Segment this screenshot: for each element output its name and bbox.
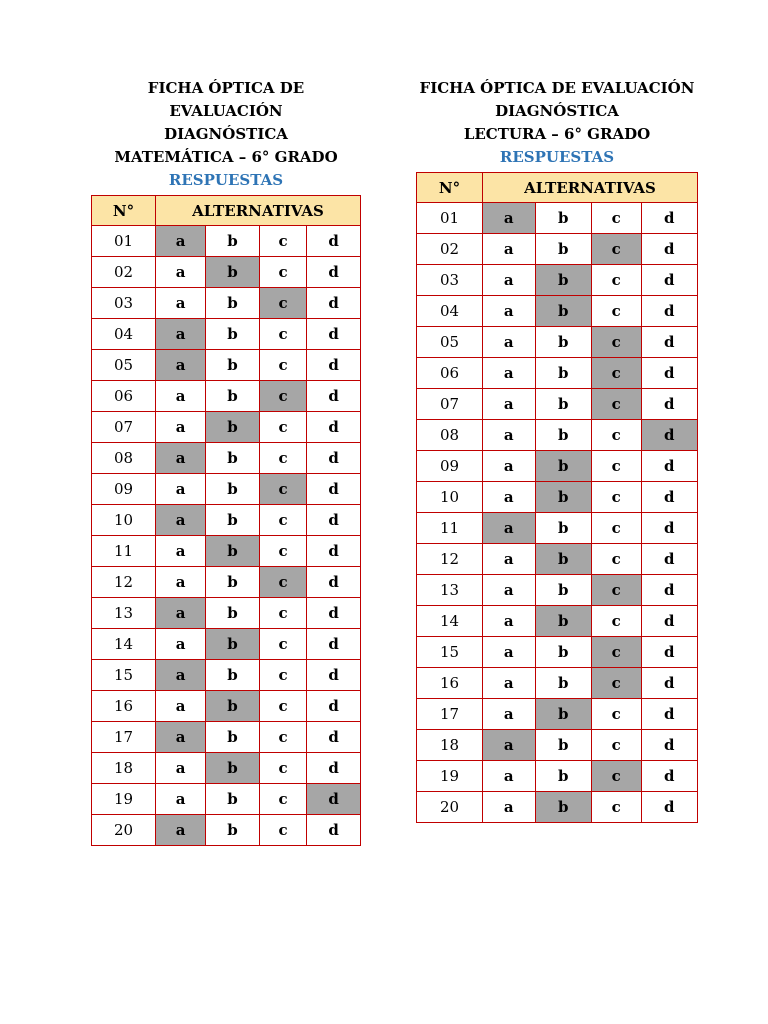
- option-cell: a: [483, 451, 536, 482]
- question-number: 03: [417, 265, 483, 296]
- option-cell: a: [483, 699, 536, 730]
- answer-table: [416, 172, 698, 823]
- table-row: [92, 381, 361, 412]
- table-row: [92, 691, 361, 722]
- correct-option-cell: c: [591, 761, 641, 792]
- option-cell: d: [307, 753, 361, 784]
- option-cell: c: [259, 660, 306, 691]
- option-cell: a: [483, 358, 536, 389]
- question-number: 05: [417, 327, 483, 358]
- table-row: [92, 598, 361, 629]
- option-cell: d: [641, 668, 697, 699]
- correct-option-cell: c: [591, 575, 641, 606]
- table-row: [92, 536, 361, 567]
- option-cell: b: [206, 226, 260, 257]
- option-cell: b: [535, 420, 591, 451]
- option-cell: c: [259, 815, 306, 846]
- correct-option-cell: a: [156, 660, 206, 691]
- question-number: 15: [92, 660, 156, 691]
- sheet-title-line2: DIAGNÓSTICA: [164, 125, 288, 143]
- option-cell: c: [259, 443, 306, 474]
- option-cell: b: [206, 474, 260, 505]
- table-row: [92, 505, 361, 536]
- table-row: [417, 451, 698, 482]
- table-row: [417, 544, 698, 575]
- question-number: 09: [417, 451, 483, 482]
- option-cell: c: [259, 691, 306, 722]
- option-cell: c: [259, 629, 306, 660]
- correct-option-cell: b: [535, 482, 591, 513]
- option-cell: b: [206, 350, 260, 381]
- option-cell: a: [156, 412, 206, 443]
- option-cell: c: [591, 730, 641, 761]
- option-cell: b: [535, 389, 591, 420]
- option-cell: b: [206, 784, 260, 815]
- option-cell: a: [483, 327, 536, 358]
- option-cell: a: [156, 567, 206, 598]
- table-row: [92, 288, 361, 319]
- table-row: [417, 420, 698, 451]
- option-cell: d: [641, 513, 697, 544]
- question-number: 04: [417, 296, 483, 327]
- correct-option-cell: b: [535, 451, 591, 482]
- option-cell: a: [483, 575, 536, 606]
- option-cell: c: [259, 536, 306, 567]
- table-row: [417, 575, 698, 606]
- option-cell: d: [307, 381, 361, 412]
- option-cell: c: [259, 784, 306, 815]
- table-row: [92, 257, 361, 288]
- question-number: 14: [417, 606, 483, 637]
- question-number: 06: [92, 381, 156, 412]
- table-row: [92, 567, 361, 598]
- sheet-header: [91, 77, 361, 192]
- option-cell: c: [591, 606, 641, 637]
- question-number: 02: [417, 234, 483, 265]
- option-cell: a: [483, 389, 536, 420]
- answer-sheet-lectura: [416, 77, 698, 823]
- correct-option-cell: a: [156, 815, 206, 846]
- option-cell: d: [307, 443, 361, 474]
- correct-option-cell: c: [259, 381, 306, 412]
- option-cell: d: [641, 265, 697, 296]
- option-cell: d: [307, 226, 361, 257]
- option-cell: a: [156, 536, 206, 567]
- table-row: [417, 265, 698, 296]
- question-number: 06: [417, 358, 483, 389]
- question-number: 09: [92, 474, 156, 505]
- option-cell: a: [156, 784, 206, 815]
- option-cell: b: [206, 443, 260, 474]
- correct-option-cell: a: [156, 226, 206, 257]
- option-cell: d: [641, 730, 697, 761]
- sheet-respuestas-label: RESPUESTAS: [499, 148, 615, 166]
- option-cell: b: [535, 668, 591, 699]
- correct-option-cell: b: [535, 544, 591, 575]
- column-header-number: N°: [417, 173, 483, 203]
- option-cell: d: [641, 327, 697, 358]
- correct-option-cell: b: [535, 296, 591, 327]
- option-cell: d: [641, 699, 697, 730]
- question-number: 16: [417, 668, 483, 699]
- correct-option-cell: b: [206, 691, 260, 722]
- option-cell: c: [591, 699, 641, 730]
- option-cell: d: [641, 358, 697, 389]
- option-cell: b: [206, 598, 260, 629]
- option-cell: a: [156, 629, 206, 660]
- option-cell: b: [206, 505, 260, 536]
- table-row: [92, 815, 361, 846]
- table-row: [92, 629, 361, 660]
- option-cell: d: [307, 257, 361, 288]
- answer-rows: [92, 226, 361, 846]
- option-cell: c: [259, 753, 306, 784]
- table-row: [417, 606, 698, 637]
- correct-option-cell: b: [535, 792, 591, 823]
- correct-option-cell: a: [156, 598, 206, 629]
- question-number: 02: [92, 257, 156, 288]
- question-number: 01: [417, 203, 483, 234]
- table-row: [92, 350, 361, 381]
- table-row: [417, 699, 698, 730]
- correct-option-cell: b: [535, 606, 591, 637]
- sheet-title-line2: DIAGNÓSTICA: [495, 102, 619, 120]
- option-cell: d: [641, 761, 697, 792]
- correct-option-cell: c: [259, 567, 306, 598]
- option-cell: d: [307, 722, 361, 753]
- correct-option-cell: a: [156, 350, 206, 381]
- table-row: [92, 474, 361, 505]
- table-row: [417, 203, 698, 234]
- correct-option-cell: b: [206, 753, 260, 784]
- option-cell: a: [483, 482, 536, 513]
- option-cell: d: [307, 505, 361, 536]
- answer-table: [91, 195, 361, 846]
- question-number: 12: [92, 567, 156, 598]
- correct-option-cell: a: [483, 513, 536, 544]
- question-number: 14: [92, 629, 156, 660]
- option-cell: d: [307, 567, 361, 598]
- option-cell: a: [156, 753, 206, 784]
- correct-option-cell: c: [591, 389, 641, 420]
- question-number: 19: [417, 761, 483, 792]
- correct-option-cell: c: [591, 234, 641, 265]
- option-cell: b: [535, 575, 591, 606]
- question-number: 05: [92, 350, 156, 381]
- table-row: [92, 784, 361, 815]
- option-cell: d: [307, 288, 361, 319]
- sheet-subject: MATEMÁTICA – 6° GRADO: [114, 148, 338, 166]
- correct-option-cell: a: [156, 319, 206, 350]
- correct-option-cell: a: [156, 722, 206, 753]
- option-cell: b: [206, 381, 260, 412]
- option-cell: b: [535, 234, 591, 265]
- option-cell: d: [307, 660, 361, 691]
- option-cell: c: [259, 226, 306, 257]
- option-cell: d: [307, 412, 361, 443]
- question-number: 11: [417, 513, 483, 544]
- table-row: [417, 234, 698, 265]
- table-row: [417, 296, 698, 327]
- option-cell: d: [641, 482, 697, 513]
- option-cell: d: [641, 606, 697, 637]
- option-cell: b: [206, 815, 260, 846]
- question-number: 13: [92, 598, 156, 629]
- option-cell: a: [483, 606, 536, 637]
- question-number: 08: [417, 420, 483, 451]
- option-cell: d: [307, 474, 361, 505]
- option-cell: c: [591, 265, 641, 296]
- option-cell: c: [591, 544, 641, 575]
- option-cell: a: [483, 265, 536, 296]
- answer-sheet-matematica: [91, 77, 361, 846]
- option-cell: b: [206, 567, 260, 598]
- correct-option-cell: c: [259, 474, 306, 505]
- question-number: 12: [417, 544, 483, 575]
- question-number: 19: [92, 784, 156, 815]
- correct-option-cell: b: [206, 257, 260, 288]
- question-number: 20: [92, 815, 156, 846]
- option-cell: b: [535, 203, 591, 234]
- correct-option-cell: a: [483, 203, 536, 234]
- table-row: [417, 730, 698, 761]
- question-number: 18: [417, 730, 483, 761]
- option-cell: a: [156, 691, 206, 722]
- option-cell: d: [641, 451, 697, 482]
- column-header-alternativas: ALTERNATIVAS: [156, 196, 361, 226]
- correct-option-cell: b: [535, 265, 591, 296]
- option-cell: d: [641, 389, 697, 420]
- option-cell: a: [156, 288, 206, 319]
- question-number: 01: [92, 226, 156, 257]
- question-number: 10: [92, 505, 156, 536]
- option-cell: b: [206, 288, 260, 319]
- column-header-alternativas: ALTERNATIVAS: [483, 173, 698, 203]
- table-row: [417, 389, 698, 420]
- option-cell: c: [259, 722, 306, 753]
- option-cell: a: [483, 544, 536, 575]
- option-cell: a: [483, 234, 536, 265]
- sheet-header: [416, 77, 698, 169]
- question-number: 03: [92, 288, 156, 319]
- correct-option-cell: b: [206, 629, 260, 660]
- option-cell: c: [591, 482, 641, 513]
- option-cell: d: [641, 792, 697, 823]
- option-cell: a: [156, 257, 206, 288]
- option-cell: b: [206, 319, 260, 350]
- table-row: [417, 761, 698, 792]
- correct-option-cell: d: [641, 420, 697, 451]
- option-cell: d: [307, 598, 361, 629]
- question-number: 13: [417, 575, 483, 606]
- option-cell: d: [307, 350, 361, 381]
- option-cell: a: [483, 420, 536, 451]
- option-cell: c: [259, 505, 306, 536]
- question-number: 10: [417, 482, 483, 513]
- table-row: [417, 358, 698, 389]
- option-cell: a: [483, 637, 536, 668]
- table-row: [417, 513, 698, 544]
- answer-rows: [417, 203, 698, 823]
- correct-option-cell: b: [535, 699, 591, 730]
- option-cell: b: [535, 637, 591, 668]
- question-number: 16: [92, 691, 156, 722]
- sheet-title-line1: FICHA ÓPTICA DE EVALUACIÓN: [147, 79, 305, 120]
- option-cell: d: [307, 536, 361, 567]
- option-cell: d: [641, 203, 697, 234]
- question-number: 08: [92, 443, 156, 474]
- table-row: [417, 482, 698, 513]
- option-cell: c: [259, 412, 306, 443]
- table-row: [417, 792, 698, 823]
- option-cell: d: [641, 544, 697, 575]
- option-cell: c: [591, 296, 641, 327]
- correct-option-cell: d: [307, 784, 361, 815]
- option-cell: b: [535, 761, 591, 792]
- correct-option-cell: a: [483, 730, 536, 761]
- correct-option-cell: c: [591, 358, 641, 389]
- option-cell: a: [483, 296, 536, 327]
- option-cell: c: [259, 350, 306, 381]
- option-cell: b: [535, 327, 591, 358]
- option-cell: a: [156, 474, 206, 505]
- option-cell: c: [591, 792, 641, 823]
- option-cell: b: [206, 660, 260, 691]
- table-row: [92, 753, 361, 784]
- option-cell: d: [307, 691, 361, 722]
- option-cell: d: [641, 575, 697, 606]
- question-number: 17: [92, 722, 156, 753]
- option-cell: a: [483, 792, 536, 823]
- option-cell: b: [535, 513, 591, 544]
- option-cell: a: [156, 381, 206, 412]
- table-row: [417, 637, 698, 668]
- sheet-title-line1: FICHA ÓPTICA DE EVALUACIÓN: [419, 79, 695, 97]
- correct-option-cell: c: [591, 668, 641, 699]
- option-cell: b: [206, 722, 260, 753]
- correct-option-cell: c: [591, 637, 641, 668]
- correct-option-cell: b: [206, 412, 260, 443]
- correct-option-cell: c: [591, 327, 641, 358]
- option-cell: d: [307, 629, 361, 660]
- table-row: [92, 660, 361, 691]
- option-cell: d: [641, 296, 697, 327]
- question-number: 15: [417, 637, 483, 668]
- table-row: [417, 327, 698, 358]
- option-cell: c: [259, 257, 306, 288]
- option-cell: c: [259, 319, 306, 350]
- sheet-respuestas-label: RESPUESTAS: [168, 171, 284, 189]
- option-cell: c: [259, 598, 306, 629]
- correct-option-cell: c: [259, 288, 306, 319]
- option-cell: b: [535, 730, 591, 761]
- table-row: [92, 412, 361, 443]
- question-number: 07: [92, 412, 156, 443]
- option-cell: c: [591, 513, 641, 544]
- option-cell: d: [307, 815, 361, 846]
- column-header-number: N°: [92, 196, 156, 226]
- sheet-subject: LECTURA – 6° GRADO: [463, 125, 651, 143]
- option-cell: a: [483, 761, 536, 792]
- option-cell: d: [641, 637, 697, 668]
- question-number: 18: [92, 753, 156, 784]
- table-row: [92, 319, 361, 350]
- table-row: [417, 668, 698, 699]
- option-cell: a: [483, 668, 536, 699]
- correct-option-cell: b: [206, 536, 260, 567]
- option-cell: b: [535, 358, 591, 389]
- question-number: 17: [417, 699, 483, 730]
- question-number: 04: [92, 319, 156, 350]
- correct-option-cell: a: [156, 505, 206, 536]
- option-cell: d: [307, 319, 361, 350]
- question-number: 11: [92, 536, 156, 567]
- question-number: 07: [417, 389, 483, 420]
- table-row: [92, 226, 361, 257]
- option-cell: c: [591, 203, 641, 234]
- option-cell: c: [591, 451, 641, 482]
- option-cell: c: [591, 420, 641, 451]
- table-row: [92, 443, 361, 474]
- question-number: 20: [417, 792, 483, 823]
- table-row: [92, 722, 361, 753]
- correct-option-cell: a: [156, 443, 206, 474]
- option-cell: d: [641, 234, 697, 265]
